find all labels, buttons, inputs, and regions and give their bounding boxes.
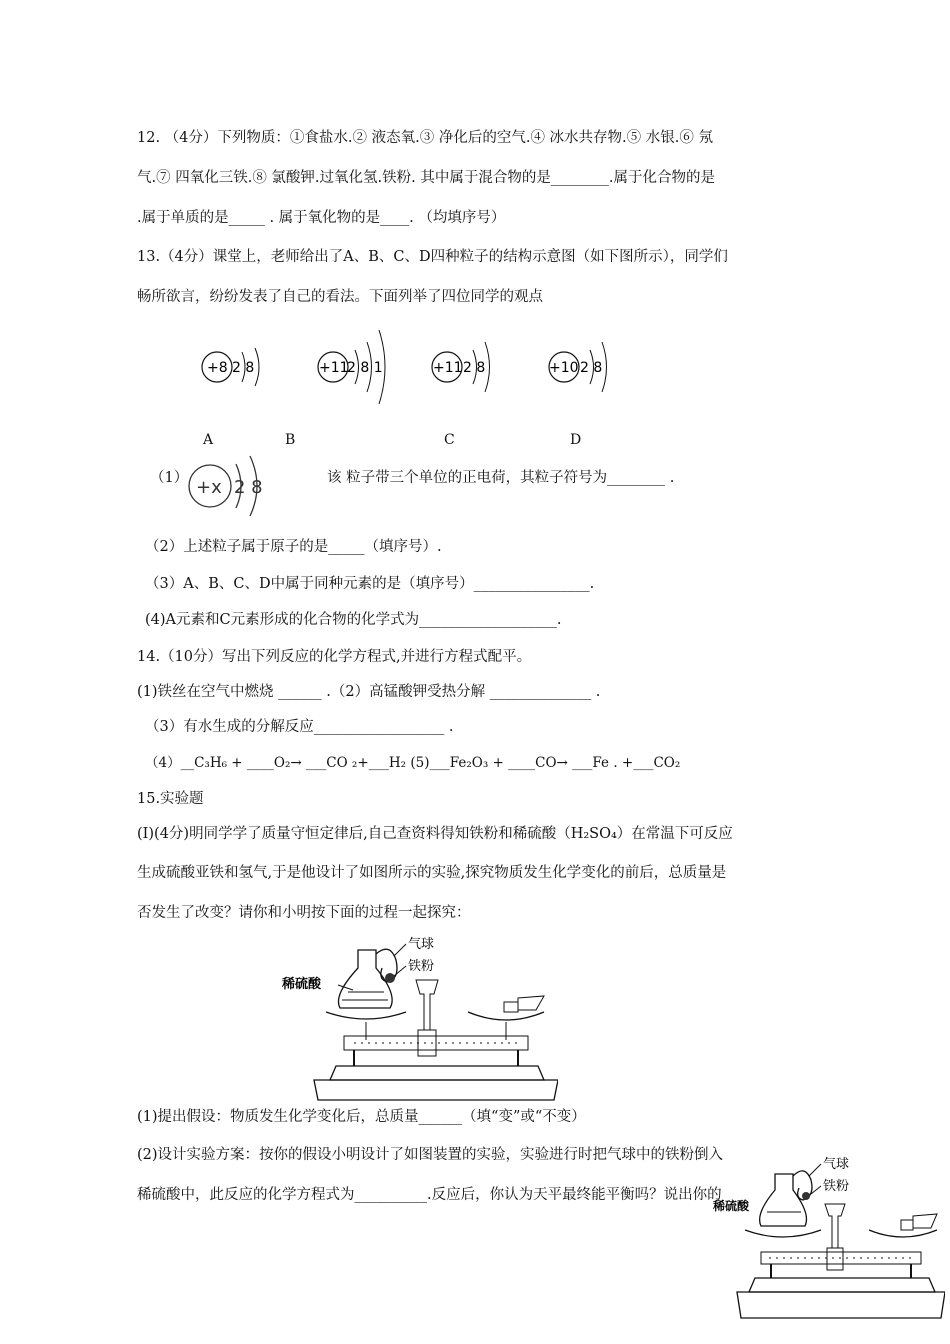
svg-text:2 8: 2 8 [232, 360, 255, 376]
q12-line1: 12. （4分）下列物质：①食盐水.② 液态氧.③ 净化后的空气.④ 冰水共存物.⑤ 水银.⑥ 氖 [137, 130, 713, 146]
svg-text:稀硫酸: 稀硫酸 [713, 1199, 750, 1213]
svg-text:铁粉: 铁粉 [408, 959, 435, 974]
q12-line2: 气.⑦ 四氧化三铁.⑧ 氯酸钾.过氧化氢.铁粉. 其中属于混合物的是________.属于化合物的是 [137, 170, 715, 186]
q14-line3: （3）有水生成的分解反应__________________ . [145, 719, 454, 735]
atom-label-d: D [570, 432, 582, 448]
q13-line2: 畅所欲言，纷纷发表了自己的看法。下面列举了四位同学的观点 [137, 289, 543, 305]
svg-text:2 8: 2 8 [463, 360, 486, 376]
atom-diagram-a [195, 340, 275, 400]
atom-label-c: C [444, 432, 455, 448]
q13-sub1-text: 该 粒子带三个单位的正电荷，其粒子符号为________ . [327, 470, 675, 486]
q14-line2: (1)铁丝在空气中燃烧 ______ .（2）高锰酸钾受热分解 ______________ . [137, 684, 601, 700]
q12-line3: .属于单质的是_____ . 属于氧化物的是____. （均填序号） [137, 210, 506, 226]
q15-line3: 否发生了改变？请你和小明按下面的过程一起探究： [137, 905, 471, 921]
q15-sub1: (1)提出假设：物质发生化学变化后，总质量______（填“变”或“不变） [137, 1109, 586, 1125]
q15-line1: (I)(4分)明同学学了质量守恒定律后,自己查资料得知铁粉和稀硫酸（H₂SO₄）在常温下可反应 [137, 826, 733, 842]
svg-text:+11: +11 [433, 360, 463, 376]
q15-sub2-line2: 稀硫酸中，此反应的化学方程式为__________.反应后，你认为天平最终能平衡吗？说出你的 [137, 1187, 722, 1203]
q14-line1: 14.（10分）写出下列反应的化学方程式,并进行方程式配平。 [137, 649, 532, 665]
atom-diagram-b [305, 320, 405, 410]
balance-apparatus-figure [278, 930, 558, 1102]
svg-text:+8: +8 [207, 360, 228, 376]
ion-diagram-x [182, 450, 282, 525]
svg-text:稀硫酸: 稀硫酸 [282, 977, 322, 992]
svg-text:气球: 气球 [408, 937, 435, 952]
svg-text:2 8: 2 8 [580, 360, 603, 376]
atom-diagram-d [540, 330, 630, 405]
q13-sub3: （3）A、B、C、D中属于同种元素的是（填序号）________________. [145, 576, 595, 592]
q14-line4: （4）__C₃H₆ + ____O₂→ ___CO ₂+___H₂ (5)___Fe₂O₃ + ____CO→ ___Fe . +___CO₂ [145, 755, 681, 771]
q13-line1: 13.（4分）课堂上，老师给出了A、B、C、D四种粒子的结构示意图（如下图所示），同学们 [137, 249, 728, 265]
q15-title: 15.实验题 [137, 791, 204, 807]
atom-label-a: A [203, 432, 214, 448]
q13-sub1-prefix: （1） [150, 470, 189, 486]
q15-line2: 生成硫酸亚铁和氢气,于是他设计了如图所示的实验,探究物质发生化学变化的前后，总质量是 [137, 865, 727, 881]
svg-text:+x: +x [196, 477, 222, 498]
q13-sub4: (4)A元素和C元素形成的化合物的化学式为___________________. [145, 612, 562, 628]
atom-label-b: B [285, 432, 296, 448]
q15-sub2-line1: (2)设计实验方案：按你的假设小明设计了如图装置的实验，实验进行时把气球中的铁粉倒入 [137, 1147, 724, 1163]
balance-apparatus-figure-small [705, 1152, 945, 1324]
svg-text:铁粉: 铁粉 [823, 1179, 850, 1194]
svg-text:2 8 1: 2 8 1 [347, 360, 383, 376]
svg-text:+11: +11 [319, 360, 349, 376]
q13-sub2: （2）上述粒子属于原子的是_____（填序号）. [145, 539, 442, 555]
svg-text:2 8: 2 8 [234, 477, 263, 498]
svg-text:气球: 气球 [823, 1157, 850, 1172]
svg-text:+10: +10 [549, 360, 579, 376]
atom-diagram-c [425, 330, 515, 405]
